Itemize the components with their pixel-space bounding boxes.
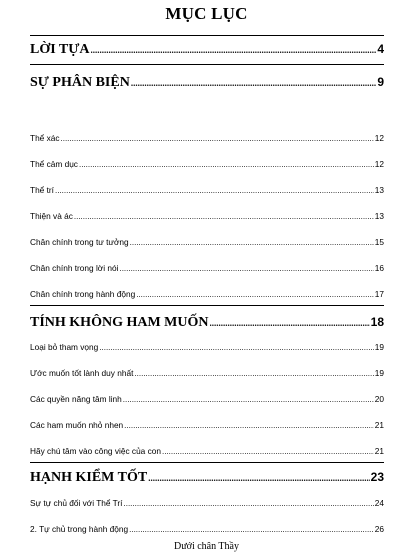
toc-entry-label: Các quyền năng tâm linh bbox=[30, 394, 122, 404]
dot-leader bbox=[79, 160, 374, 169]
toc-entry-chapter[interactable] bbox=[30, 470, 384, 486]
separator-line bbox=[30, 305, 384, 306]
toc-entry-section[interactable] bbox=[30, 498, 384, 508]
toc-entry-label: 2. Tự chủ trong hành động bbox=[30, 524, 129, 534]
toc-entry-chapter[interactable] bbox=[30, 42, 384, 58]
toc-entry-label: Các ham muốn nhỏ nhen bbox=[30, 420, 124, 430]
toc-entry-section[interactable] bbox=[30, 263, 384, 273]
dot-leader bbox=[74, 212, 374, 221]
dot-leader bbox=[55, 186, 374, 195]
toc-entry-page: 13 bbox=[374, 211, 384, 221]
dot-leader bbox=[91, 45, 377, 55]
toc-entry-page: 4 bbox=[377, 42, 384, 56]
dot-leader bbox=[134, 369, 373, 378]
toc-entry-page: 16 bbox=[374, 263, 384, 273]
dot-leader bbox=[124, 421, 374, 430]
toc-entry-label: Thể trí bbox=[30, 185, 54, 195]
dot-leader bbox=[130, 238, 374, 247]
toc-entry-label: Ước muốn tốt lành duy nhất bbox=[30, 368, 134, 378]
page-footer: Dưới chân Thầy bbox=[174, 541, 239, 552]
dot-leader bbox=[119, 264, 373, 273]
separator-line bbox=[30, 64, 384, 65]
toc-entry-page: 24 bbox=[374, 498, 384, 508]
dot-leader bbox=[123, 395, 374, 404]
toc-entry-label: Sự tự chủ đối với Thể Trí bbox=[30, 498, 123, 508]
toc-entry-chapter[interactable] bbox=[30, 75, 384, 91]
toc-entry-section[interactable] bbox=[30, 237, 384, 247]
toc-entry-section[interactable] bbox=[30, 394, 384, 404]
dot-leader bbox=[61, 134, 374, 143]
toc-entry-chapter[interactable] bbox=[30, 315, 384, 331]
toc-entry-page: 19 bbox=[374, 368, 384, 378]
toc-entry-label: Chân chính trong lời nói bbox=[30, 263, 119, 273]
dot-leader bbox=[148, 473, 369, 483]
toc-entry-section[interactable] bbox=[30, 185, 384, 195]
toc-entry-page: 15 bbox=[374, 237, 384, 247]
toc-entry-page: 21 bbox=[374, 420, 384, 430]
toc-entry-page: 26 bbox=[374, 524, 384, 534]
toc-entry-page: 12 bbox=[374, 133, 384, 143]
toc-entry-page: 19 bbox=[374, 342, 384, 352]
toc-entry-label: Thể cảm dục bbox=[30, 159, 78, 169]
toc-entry-label: Chân chính trong tư tưởng bbox=[30, 237, 129, 247]
toc-entry-section[interactable] bbox=[30, 289, 384, 299]
toc-entry-section[interactable] bbox=[30, 342, 384, 352]
dot-leader bbox=[210, 318, 370, 328]
toc-entry-section[interactable] bbox=[30, 524, 384, 534]
toc-entry-section[interactable] bbox=[30, 133, 384, 143]
toc-entry-page: 23 bbox=[370, 470, 384, 484]
toc-entry-section[interactable] bbox=[30, 211, 384, 221]
toc-entry-page: 20 bbox=[374, 394, 384, 404]
separator-line bbox=[30, 462, 384, 463]
toc-entry-page: 18 bbox=[370, 315, 384, 329]
toc-entry-section[interactable] bbox=[30, 446, 384, 456]
dot-leader bbox=[129, 525, 374, 534]
toc-entry-section[interactable] bbox=[30, 368, 384, 378]
toc-entry-label: Hãy chú tâm vào công việc của con bbox=[30, 446, 161, 456]
toc-entry-page: 13 bbox=[374, 185, 384, 195]
toc-entry-label: Chân chính trong hành động bbox=[30, 289, 136, 299]
toc-entry-page: 9 bbox=[377, 75, 384, 89]
toc-entry-label: Thể xác bbox=[30, 133, 60, 143]
dot-leader bbox=[99, 343, 373, 352]
toc-entry-label: Thiện và ác bbox=[30, 211, 73, 221]
toc-entry-label: SỰ PHÂN BIỆN bbox=[30, 75, 130, 90]
dot-leader bbox=[136, 290, 374, 299]
toc-entry-section[interactable] bbox=[30, 420, 384, 430]
toc-entry-label: TÍNH KHÔNG HAM MUỐN bbox=[30, 315, 209, 330]
dot-leader bbox=[124, 499, 374, 508]
toc-entry-label: Loại bỏ tham vọng bbox=[30, 342, 99, 352]
toc-entry-page: 17 bbox=[374, 289, 384, 299]
separator-line bbox=[30, 35, 384, 36]
page-title: MỤC LỤC bbox=[165, 4, 248, 23]
dot-leader bbox=[162, 447, 374, 456]
toc-entry-label: LỜI TỰA bbox=[30, 42, 90, 57]
toc-entry-section[interactable] bbox=[30, 159, 384, 169]
toc-entry-page: 21 bbox=[374, 446, 384, 456]
toc-entry-page: 12 bbox=[374, 159, 384, 169]
toc-entry-label: HẠNH KIỂM TỐT bbox=[30, 470, 148, 485]
dot-leader bbox=[131, 78, 376, 88]
